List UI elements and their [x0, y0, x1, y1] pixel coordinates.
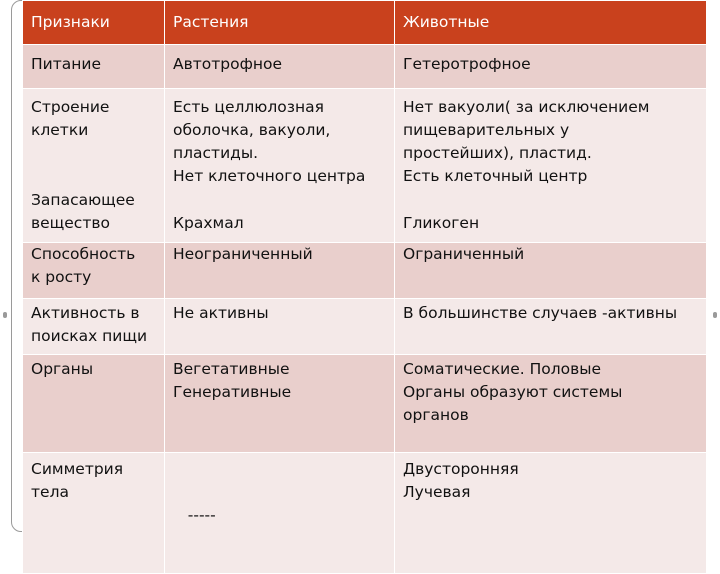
comparison-table [22, 0, 707, 574]
cell-feature-symmetry [23, 453, 165, 574]
cell-animals-organs [395, 355, 707, 453]
cell-animals-symmetry [395, 453, 707, 574]
header-plants: Растения [165, 1, 395, 45]
text-line: Соматические. Половые [403, 360, 602, 378]
text-line: пластиды. [173, 144, 259, 162]
cell-animals-activity [395, 299, 707, 355]
cell-plants-cell-structure [165, 89, 395, 243]
text-line: Вегетативные [173, 360, 290, 378]
cell-plants-symmetry [165, 453, 395, 574]
text-line: Способность [31, 245, 136, 263]
text-line: простейших), пластид. [403, 144, 592, 162]
cell-feature-activity [23, 299, 165, 355]
text-line: вещество [31, 214, 110, 232]
text-line: Активность в [31, 304, 140, 322]
text-line: клетки [31, 121, 89, 139]
cell-plants-growth [165, 243, 395, 299]
text-line: Генеративные [173, 383, 292, 401]
row-activity [23, 299, 707, 355]
text-line: Двусторонняя [403, 460, 519, 478]
header-row [23, 1, 707, 45]
text-line: Строение [31, 98, 110, 116]
text-line: В большинстве случаев -активны [403, 304, 678, 322]
cell-animals-growth [395, 243, 707, 299]
cell-feature-nutrition [23, 45, 165, 89]
text-line: Неограниченный [173, 245, 313, 263]
row-cell-structure [23, 89, 707, 243]
text-line: Нет вакуоли( за исключением [403, 98, 650, 116]
row-nutrition [23, 45, 707, 89]
text-line: Органы образуют системы [403, 383, 623, 401]
text-line: пищеварительных у [403, 121, 570, 139]
text-line: Есть целлюлозная [173, 98, 324, 116]
text-line: Питание [31, 55, 101, 73]
cell-plants-nutrition [165, 45, 395, 89]
row-growth [23, 243, 707, 299]
text-line: поисках пищи [31, 327, 148, 345]
cell-feature-growth [23, 243, 165, 299]
text-line: Гликоген [403, 214, 480, 232]
header-animals: Животные [395, 1, 707, 45]
cell-plants-activity [165, 299, 395, 355]
frame-notch-left [3, 312, 7, 318]
text-line: Нет клеточного центра [173, 167, 366, 185]
cell-animals-cell-structure [395, 89, 707, 243]
text-line: Крахмал [173, 214, 244, 232]
header-features: Признаки [23, 1, 165, 45]
cell-feature-cell-structure [23, 89, 165, 243]
text-line: Автотрофное [173, 55, 283, 73]
cell-feature-organs [23, 355, 165, 453]
text-line: Органы [31, 360, 94, 378]
text-line: Лучевая [403, 483, 471, 501]
text-line: Гетеротрофное [403, 55, 531, 73]
text-line: Не активны [173, 304, 269, 322]
text-line: оболочка, вакуоли, [173, 121, 331, 139]
text-line: Симметрия [31, 460, 124, 478]
cell-animals-nutrition [395, 45, 707, 89]
frame-notch-right [713, 312, 717, 318]
text-line: Ограниченный [403, 245, 525, 263]
row-symmetry [23, 453, 707, 574]
cell-plants-organs [165, 355, 395, 453]
text-line: органов [403, 406, 469, 424]
text-line: Есть клеточный центр [403, 167, 588, 185]
text-line: тела [31, 483, 69, 501]
row-organs [23, 355, 707, 453]
text-line: Запасающее [31, 191, 135, 209]
text-line: к росту [31, 268, 92, 286]
text-line: ----- [173, 506, 216, 524]
